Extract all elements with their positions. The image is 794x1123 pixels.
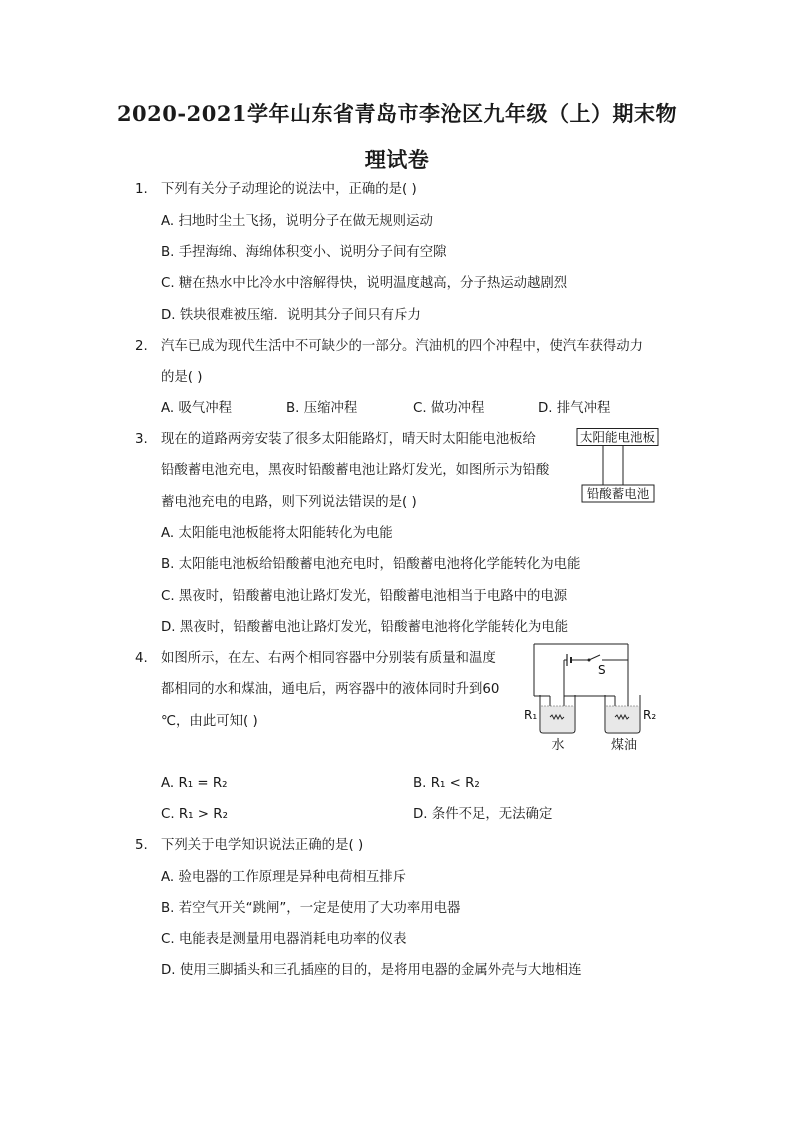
question-stem: 的是( )	[161, 370, 203, 385]
kerosene-label: 煤油	[610, 738, 638, 753]
resistor-r1-label: R₁	[524, 708, 538, 722]
switch-label: S	[598, 663, 606, 677]
question-stem: 铅酸蓄电池充电，黑夜时铅酸蓄电池让路灯发光，如图所示为铅酸	[161, 463, 550, 478]
question-stem: 汽车已成为现代生活中不可缺少的一部分。汽油机的四个冲程中，使汽车获得动力	[161, 339, 644, 354]
option-c: C. 糖在热水中比冷水中溶解得快，说明温度越高，分子热运动越剧烈	[161, 276, 568, 291]
option-b: B. 手捏海绵、海绵体积变小、说明分子间有空隙	[161, 245, 447, 260]
option-a: A. 太阳能电池板能将太阳能转化为电能	[161, 526, 393, 541]
water-label: 水	[551, 738, 565, 753]
option-c: C. R₁ > R₂	[161, 807, 228, 822]
option-a: A. 验电器的工作原理是异种电荷相互排斥	[161, 870, 407, 885]
question-stem: 都相同的水和煤油，通电后，两容器中的液体同时升到60	[161, 682, 500, 697]
option-d: D. 使用三脚插头和三孔插座的目的，是将用电器的金属外壳与大地相连	[161, 963, 582, 978]
option-a: A. 吸气冲程	[161, 401, 232, 416]
resistor-r2-label: R₂	[643, 708, 657, 722]
option-a: A. R₁ = R₂	[161, 776, 228, 791]
question-number: 4.	[135, 651, 148, 666]
switch-blade	[589, 655, 600, 660]
option-b: B. R₁ < R₂	[413, 776, 480, 791]
option-d: D. 条件不足，无法确定	[413, 807, 553, 822]
option-d: D. 排气冲程	[538, 401, 611, 416]
option-b: B. 太阳能电池板给铅酸蓄电池充电时，铅酸蓄电池将化学能转化为电能	[161, 557, 581, 572]
option-d: D. 铁块很难被压缩．说明其分子间只有斥力	[161, 308, 421, 323]
page-title-line-1: 2020-2021学年山东省青岛市李沧区九年级（上）期末物	[116, 101, 678, 126]
question-stem: 下列有关分子动理论的说法中，正确的是( )	[161, 182, 417, 197]
question-stem: 现在的道路两旁安装了很多太阳能路灯，晴天时太阳能电池板给	[161, 432, 536, 447]
page-title-line-2: 理试卷	[364, 147, 430, 172]
solar-panel-label: 太阳能电池板	[579, 429, 656, 445]
option-b: B. 压缩冲程	[286, 401, 358, 416]
question-stem: 如图所示，在左、右两个相同容器中分别装有质量和温度	[161, 651, 496, 666]
heating-circuit-figure	[520, 640, 670, 756]
question-number: 2.	[135, 339, 148, 354]
option-a: A. 扫地时尘土飞扬，说明分子在做无规则运动	[161, 214, 433, 229]
question-number: 1.	[135, 182, 148, 197]
option-d: D. 黑夜时，铅酸蓄电池让路灯发光，铅酸蓄电池将化学能转化为电能	[161, 620, 569, 635]
question-stem: ℃，由此可知( )	[161, 714, 258, 729]
option-c: C. 黑夜时，铅酸蓄电池让路灯发光，铅酸蓄电池相当于电路中的电源	[161, 589, 568, 604]
option-c: C. 电能表是测量用电器消耗电功率的仪表	[161, 932, 407, 947]
question-stem: 下列关于电学知识说法正确的是( )	[161, 838, 364, 853]
solar-charging-circuit-figure	[576, 427, 660, 507]
option-b: B. 若空气开关“跳闸”，一定是使用了大功率用电器	[161, 901, 461, 916]
battery-label: 铅酸蓄电池	[586, 486, 650, 501]
option-c: C. 做功冲程	[413, 401, 485, 416]
question-stem: 蓄电池充电的电路，则下列说法错误的是( )	[161, 495, 417, 510]
question-number: 3.	[135, 432, 148, 447]
question-number: 5.	[135, 838, 148, 853]
